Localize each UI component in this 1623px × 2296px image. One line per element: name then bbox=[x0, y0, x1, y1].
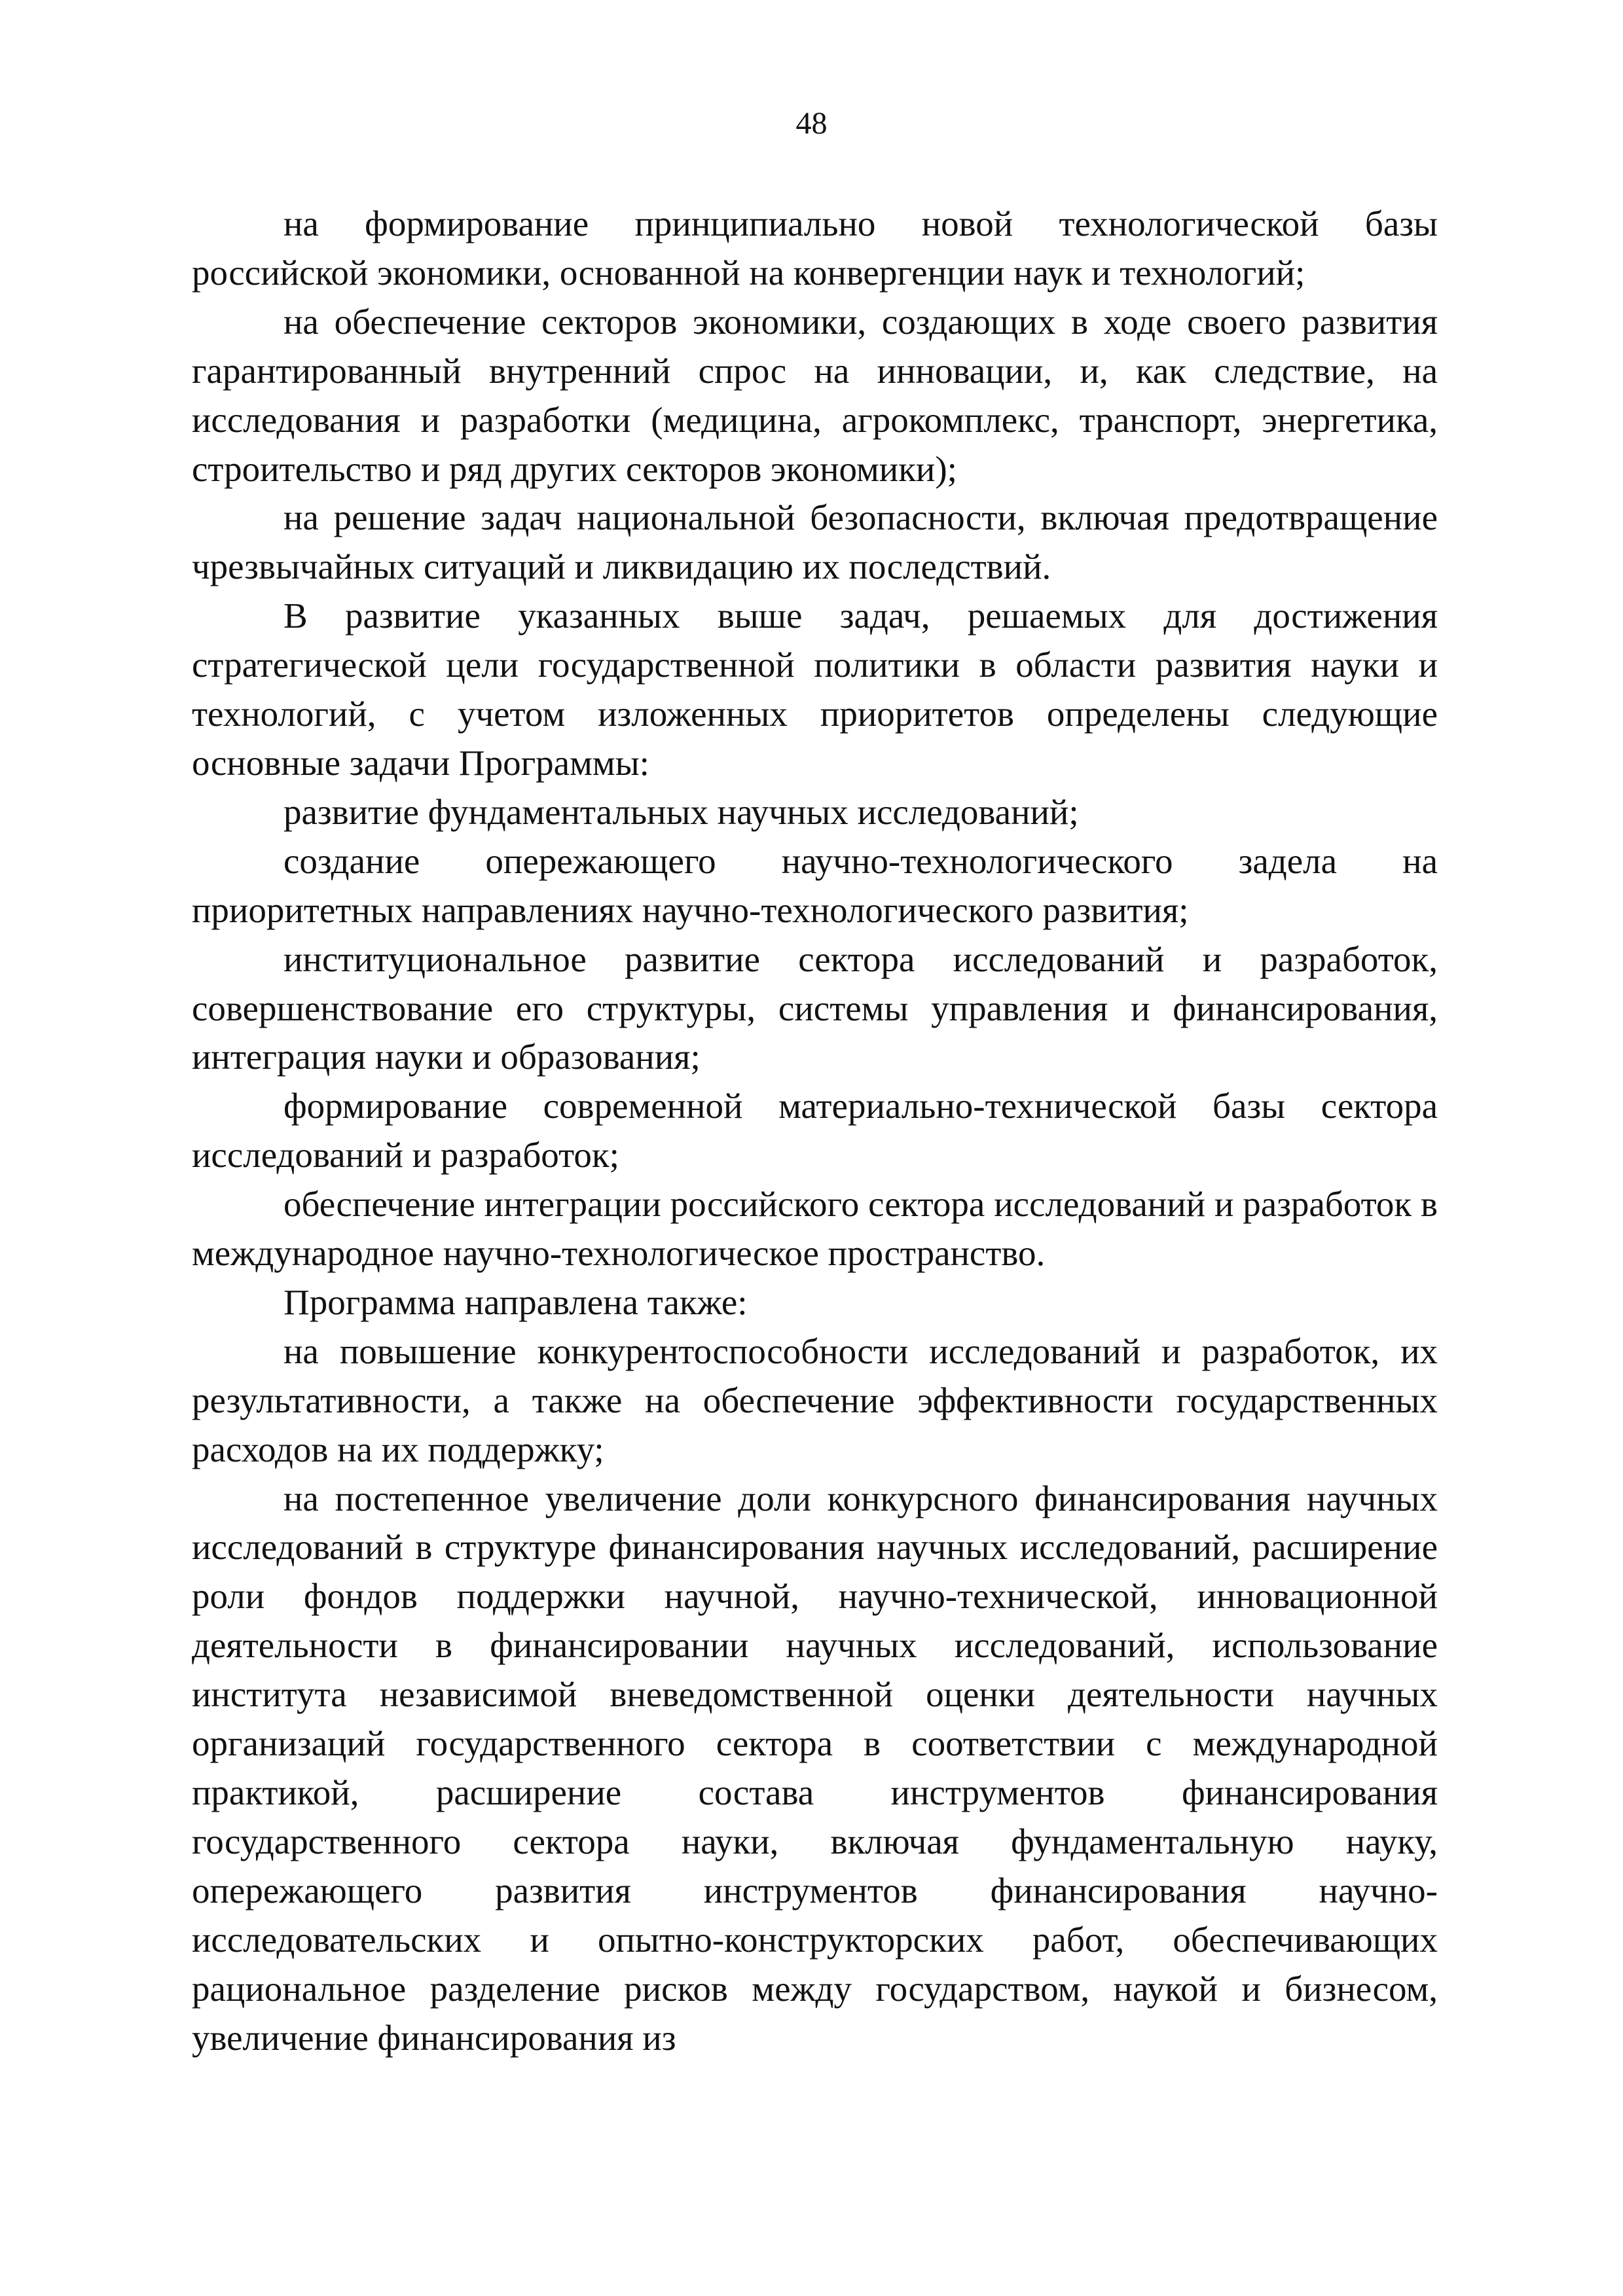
paragraph: Программа направлена также: bbox=[283, 1282, 748, 1322]
page-number: 48 bbox=[795, 106, 828, 141]
document-body bbox=[192, 200, 1438, 2062]
paragraph: на повышение конкурентоспособности исследований и разработок, их результативности, а также на обеспечение эффективности государственных расходов на их поддержку; bbox=[192, 1331, 1438, 1469]
paragraph: на постепенное увеличение доли конкурсного финансирования научных исследований в структуре финансирования научных исследований, расширение роли фондов поддержки научной, научно-технической, инновационной деятельности в финансировании научных исследований, использование института независимой вневедомственной оценки деятельности научных организаций государственного сектора в соответствии с международной практикой, расширение состава инструментов финансирования государственного сектора науки, включая фундаментальную науку, опережающего развития инструментов финансирования научно-исследовательских и опытно-конструкторских работ, обеспечивающих рациональное разделение рисков между государством, наукой и бизнесом, увеличение финансирования из bbox=[192, 1478, 1438, 2058]
paragraph: создание опережающего научно-технологического задела на приоритетных направлениях научно-технологического развития; bbox=[192, 840, 1438, 930]
paragraph: формирование современной материально-технической базы сектора исследований и разработок; bbox=[192, 1086, 1438, 1175]
paragraph: развитие фундаментальных научных исследований; bbox=[283, 791, 1079, 832]
paragraph: обеспечение интеграции российского сектора исследований и разработок в международное научно-технологическое пространство. bbox=[192, 1184, 1438, 1274]
paragraph: институциональное развитие сектора исследований и разработок, совершенствование его структуры, системы управления и финансирования, интеграция науки и образования; bbox=[192, 939, 1438, 1077]
paragraph: на решение задач национальной безопасности, включая предотвращение чрезвычайных ситуаций и ликвидацию их последствий. bbox=[192, 497, 1438, 587]
paragraph: В развитие указанных выше задач, решаемых для достижения стратегической цели государственной политики в области развития науки и технологий, с учетом изложенных приоритетов определены следующие основные задачи Программы: bbox=[192, 596, 1438, 783]
paragraph: на обеспечение секторов экономики, создающих в ходе своего развития гарантированный внутренний спрос на инновации, и, как следствие, на исследования и разработки (медицина, агрокомплекс, транспорт, энергетика, строительство и ряд других секторов экономики); bbox=[192, 301, 1438, 489]
paragraph: на формирование принципиально новой технологической базы российской экономики, основанной на конвергенции наук и технологий; bbox=[192, 204, 1438, 293]
